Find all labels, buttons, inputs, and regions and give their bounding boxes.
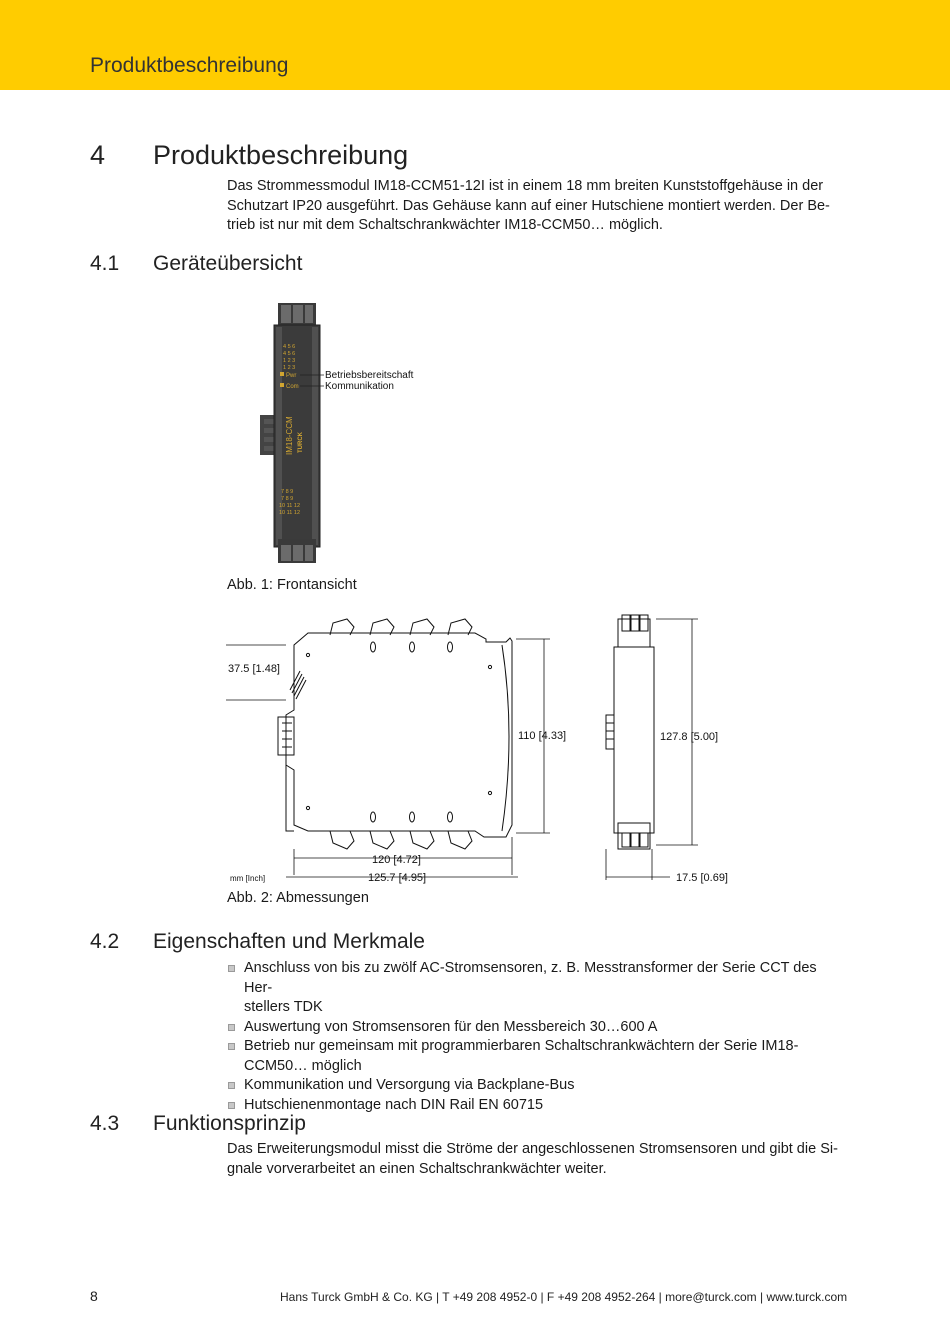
pwr-led-label: Pwr xyxy=(286,373,297,379)
din-rail-foot xyxy=(286,763,294,831)
list-item xyxy=(227,1096,847,1116)
list-item-line: CCM50… möglich xyxy=(244,1057,362,1074)
com-led-shape xyxy=(280,383,284,387)
dim-127-8-label: 127.8 [5.00] xyxy=(660,731,719,743)
pwr-led-shape xyxy=(280,372,284,376)
section-title: Funktionsprinzip xyxy=(153,1112,306,1135)
figure-2-caption: Abb. 2: Abmessungen xyxy=(227,890,369,906)
dim-37-5-label: 37.5 [1.48] xyxy=(228,663,280,675)
paragraph-line: Das Erweiterungsmodul misst die Ströme der angeschlossenen Stromsensoren und gibt die Si- xyxy=(227,1141,838,1157)
terminal-row: 1 2 3 xyxy=(283,358,296,364)
terminal-row: 1 2 3 xyxy=(283,365,296,371)
dim-125-7-label: 125.7 [4.95] xyxy=(368,872,427,884)
bottom-connector-outline xyxy=(330,831,354,849)
section-title: Geräteübersicht xyxy=(153,252,303,275)
figure-1-caption: Abb. 1: Frontansicht xyxy=(227,577,357,593)
dim-120-label: 120 [4.72] xyxy=(372,854,421,866)
vertical-model-label: IM18-CCM xyxy=(285,416,294,455)
section-number: 4.1 xyxy=(90,252,120,275)
footer-company-line: Hans Turck GmbH & Co. KG | T +49 208 4952-0 | F +49 208 4952-264 | more@turck.com | www.turck.com xyxy=(280,1290,848,1304)
list-item-line: Betrieb nur gemeinsam mit programmierbaren Schaltschrankwächtern der Serie IM18- xyxy=(244,1038,799,1054)
list-item-line: Anschluss von bis zu zwölf AC-Stromsensoren, z. B. Messtransformer der Serie CCT des Her- xyxy=(244,960,817,996)
com-led-label: Com xyxy=(286,384,299,390)
callout-ready: Betriebsbereitschaft xyxy=(325,370,414,381)
section-title: Produktbeschreibung xyxy=(153,140,409,170)
paragraph-line: Das Strommessmodul IM18-CCM51-12I ist in einem 18 mm breiten Kunststoffgehäuse in der xyxy=(227,178,824,194)
list-item-line: Hutschienenmontage nach DIN Rail EN 60715 xyxy=(244,1096,544,1113)
dim-17-5-label: 17.5 [0.69] xyxy=(676,872,728,884)
terminal-row: 10 11 12 xyxy=(279,510,301,516)
units-label: mm [Inch] xyxy=(230,874,266,883)
dim-110-label: 110 [4.33] xyxy=(518,730,567,742)
dimensions-figure xyxy=(220,605,780,890)
paragraph-line: trieb ist nur mit dem Schaltschrankwächter IM18-CCM50… möglich. xyxy=(227,217,663,233)
list-item xyxy=(227,1076,847,1096)
side-view-front-edge xyxy=(502,645,509,831)
terminal-numbers-top xyxy=(283,344,295,371)
section-title: Eigenschaften und Merkmale xyxy=(153,930,425,953)
list-item xyxy=(227,1037,847,1076)
terminal-row: 10 11 12 xyxy=(279,503,301,509)
section-number: 4.3 xyxy=(90,1112,120,1135)
list-item-line: Auswertung von Stromsensoren für den Messbereich 30…600 A xyxy=(244,1018,658,1035)
terminal-row: 4 5 6 xyxy=(283,344,296,350)
terminal-row: 4 5 6 xyxy=(283,351,296,357)
list-item xyxy=(227,1018,847,1038)
paragraph-line: gnale vorverarbeitet an einen Schaltschrankwächter weiter. xyxy=(227,1160,607,1177)
terminal-row: 7 8 9 xyxy=(281,496,294,502)
section-number: 4.2 xyxy=(90,930,120,953)
side-view-outline xyxy=(286,633,512,837)
brand-label: TURCK xyxy=(298,432,304,453)
section-4-paragraph xyxy=(227,177,847,236)
section-4-3-paragraph xyxy=(227,1140,847,1179)
paragraph-line: Schutzart IP20 ausgeführt. Das Gehäuse kann auf einer Hutschiene montiert werden. Der Be- xyxy=(227,197,830,214)
feature-list xyxy=(227,959,847,1115)
list-item-line: stellers TDK xyxy=(244,999,323,1015)
list-item-line: Kommunikation und Versorgung via Backplane-Bus xyxy=(244,1077,575,1093)
page-number: 8 xyxy=(90,1288,98,1304)
front-view-outline xyxy=(606,615,654,849)
callout-communication: Kommunikation xyxy=(325,381,394,392)
section-number: 4 xyxy=(90,140,106,170)
front-view-figure xyxy=(250,295,450,565)
dimension-lines xyxy=(226,619,698,880)
list-item xyxy=(227,959,847,1018)
terminal-row: 7 8 9 xyxy=(281,489,294,495)
header-title: Produktbeschreibung xyxy=(90,54,289,77)
